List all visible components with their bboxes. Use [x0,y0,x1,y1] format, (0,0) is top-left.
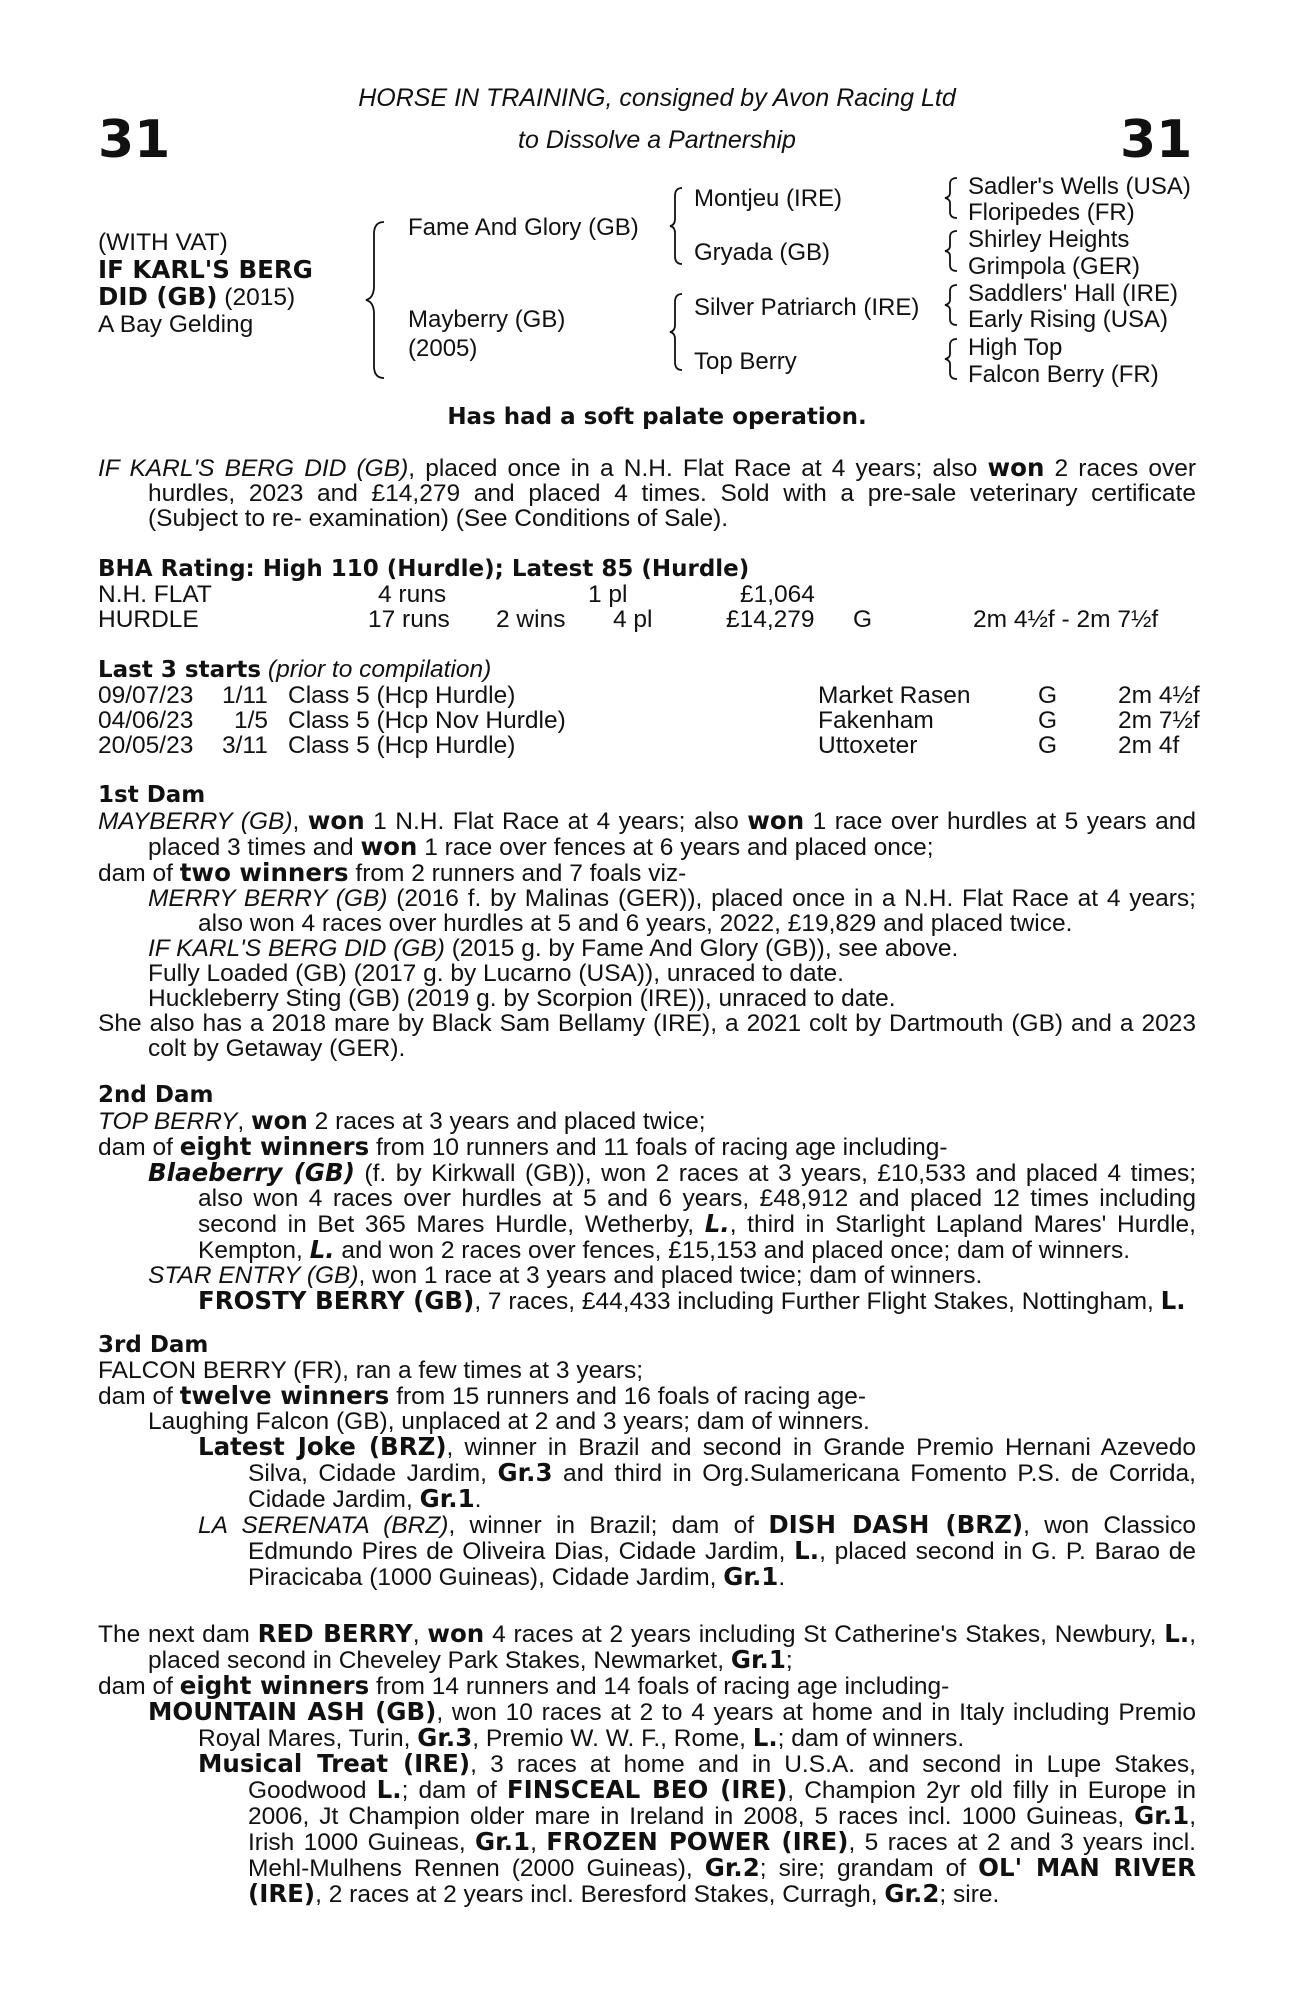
lot-number-left: 31 [98,110,171,170]
vat-note: (WITH VAT) [98,229,228,256]
rating-prize: £1,064 [740,581,815,608]
text: from 2 runners and 7 foals viz- [348,860,687,887]
pedigree-bracket-dd [945,337,961,381]
rating-wins: 2 wins [496,606,566,633]
progeny-name: FROZEN POWER (IRE) [546,1827,849,1856]
rating-runs: 4 runs [378,581,447,608]
text: dam of [98,1134,180,1161]
progeny-entry [98,1288,1196,1314]
third-dam-section [98,1333,1196,1590]
last3-title: Last 3 starts [98,657,262,683]
rating-prize: £14,279 [726,606,815,633]
progeny-entry: Huckleberry Sting (GB) (2019 g. by Scorpion (IRE)), unraced to date. [148,985,896,1012]
header-line1: HORSE IN TRAINING, consigned by Avon Racing Ltd [358,84,956,112]
text: 2 races at 3 years and placed twice; [307,1108,706,1135]
text: The next dam [98,1621,258,1648]
pedigree-sire: Fame And Glory (GB) [408,214,639,241]
start-date: 09/07/23 [98,682,194,709]
header-line2: to Dissolve a Partnership [518,126,796,154]
rating-distance: 2m 4½f - 2m 7½f [973,606,1159,633]
text: 1 race over hurdles at 5 years and placed 3 times and [148,808,1196,861]
pedigree-bracket-ds [945,283,961,327]
progeny-name: Musical Treat (IRE) [198,1749,471,1778]
group-mark: Gr.1 [723,1562,779,1591]
pedigree-dds: High Top [968,334,1063,361]
progeny-entry: Laughing Falcon (GB), unplaced at 2 and 3 years; dam of winners. [148,1408,870,1435]
group-mark: Gr.2 [704,1853,760,1882]
progeny-name: MERRY BERRY (GB) [148,885,388,912]
progeny-name: LA SERENATA (BRZ) [198,1512,449,1539]
text: , placed second in G. P. Barao de Piracicaba (1000 Guineas), Cidade Jardim, [248,1538,1196,1591]
start-going: G [1038,707,1058,734]
pedigree-sss: Sadler's Wells (USA) [968,173,1191,200]
horse-name-line2: DID (GB) [98,282,218,311]
progeny-name: FROSTY BERRY (GB) [198,1286,475,1315]
rating-placed: 4 pl [613,606,653,633]
dam-of-line [98,1383,1196,1409]
start-row [98,682,1200,709]
listed-mark: L. [794,1536,820,1565]
start-date: 20/05/23 [98,732,194,759]
rating-placed: 1 pl [588,581,628,608]
progeny-name: DISH DASH (BRZ) [768,1510,1024,1539]
pedigree-sire-sire: Montjeu (IRE) [694,185,843,212]
text: and third in Org.Sulamericana Fomento P.S. de Corrida, Cidade Jardim, [248,1460,1196,1513]
dam-paragraph: FALCON BERRY (FR), ran a few times at 3 years; [98,1357,644,1384]
text: , third in Starlight Lapland Mares' Hurdle, Kempton, [198,1211,1196,1264]
text: dam of [98,860,180,887]
text: dam of [98,1673,180,1700]
start-race: Class 5 (Hcp Hurdle) [288,682,516,709]
text: from 15 runners and 16 foals of racing age- [389,1383,867,1410]
start-course: Uttoxeter [818,732,918,759]
rating-type: HURDLE [98,606,199,633]
lot-number-right: 31 [1120,110,1193,170]
text: 1 race over fences at 6 years and placed once; [417,834,934,861]
section-heading: 3rd Dam [98,1332,209,1358]
dam-name: MAYBERRY (GB) [98,808,293,835]
start-row [98,707,1200,734]
pedigree-ssd: Floripedes (FR) [968,199,1135,226]
group-mark: Gr.1 [730,1645,786,1674]
summary-block [98,455,1196,531]
text: , 2 races at 2 years incl. Beresford Stakes, Curragh, [315,1881,885,1908]
progeny-entry: Fully Loaded (GB) (2017 g. by Lucarno (USA)), unraced to date. [148,960,844,987]
progeny-name: FINSCEAL BEO (IRE) [506,1775,788,1804]
dam-of-line [98,860,1196,886]
rating-runs: 17 runs [368,606,450,633]
text: , [412,1621,428,1648]
rating-row [98,607,1196,632]
text: , Champion 2yr old filly in Europe in 2006, Jt Champion older mare in Ireland in 2008, 5 races incl. 1000 Guineas, [248,1777,1197,1830]
progeny-name: IF KARL'S BERG DID (GB) [148,935,445,962]
text: ; sire; grandam of [759,1855,979,1882]
text: , [292,808,308,835]
text: 4 races at 2 years including St Catherine's Stakes, Newbury, [484,1621,1165,1648]
group-mark: Gr.1 [419,1484,475,1513]
text: from 14 runners and 14 foals of racing age including- [369,1673,950,1700]
progeny-entry [98,1512,1196,1590]
text: ; sire. [939,1881,1000,1908]
progeny-entry [98,1160,1196,1263]
text: , won Classico Edmundo Pires de Oliveira Dias, Cidade Jardim, [248,1512,1196,1565]
text: (f. by Kirkwall (GB)), won 2 races at 3 years, £10,533 and placed 4 times; also won 4 races over hurdles at 5 and 6 years, £48,912 and placed 12 times including second in Bet 365 Mares Hurdle, Wetherby, [198,1160,1196,1238]
listed-mark: L. [1160,1286,1186,1315]
text: , [237,1108,251,1135]
text: . [474,1486,482,1513]
rating-type: N.H. FLAT [98,581,212,608]
progeny-entry [98,1263,1196,1288]
dam-name: RED BERRY [257,1619,413,1648]
rating-section [98,557,1196,632]
pedigree-sire-dam: Gryada (GB) [694,239,831,266]
section-heading: 2nd Dam [98,1082,214,1108]
text: from 10 runners and 11 foals of racing age including- [369,1134,948,1161]
text: , 3 races at home and in U.S.A. and second in Lupe Stakes, Goodwood [248,1751,1196,1804]
pedigree-ddd: Falcon Berry (FR) [968,361,1159,388]
text: , winner in Brazil and second in Grande Premio Hernani Azevedo Silva, Cidade Jardim, [248,1434,1196,1487]
text: , 7 races, £44,433 including Further Flight Stakes, Nottingham, [474,1288,1161,1315]
winners-count: twelve winners [179,1381,390,1410]
text: ; dam of [401,1777,507,1804]
group-mark: Gr.2 [884,1879,940,1908]
start-course: Fakenham [818,707,934,734]
text: , winner in Brazil; dam of [448,1512,769,1539]
pedigree-dam: Mayberry (GB) [408,306,566,333]
horse-identity [98,229,313,338]
listed-mark: L. [704,1209,730,1238]
horse-year: (2015) [217,284,296,311]
dam-name: TOP BERRY [98,1108,238,1135]
text: , Premio W. W. F., Rome, [472,1725,753,1752]
progeny-name: STAR ENTRY (GB) [148,1262,359,1289]
dam-paragraph [98,1621,1196,1673]
start-course: Market Rasen [818,682,971,709]
section-heading: 1st Dam [98,782,206,808]
listed-mark: L. [1164,1619,1190,1648]
start-distance: 2m 4f [1118,732,1180,759]
pedigree-dss: Saddlers' Hall (IRE) [968,280,1178,307]
last3-subtitle: (prior to compilation) [261,656,492,683]
start-position: 3/11 [222,732,268,759]
second-dam-section [98,1083,1196,1314]
pedigree-dam-year: (2005) [408,335,478,362]
text: dam of [98,1383,180,1410]
dam-paragraph [98,1108,1196,1134]
horse-description: A Bay Gelding [98,311,254,338]
start-race: Class 5 (Hcp Hurdle) [288,732,516,759]
also-has-note: She also has a 2018 mare by Black Sam Bellamy (IRE), a 2021 colt by Dartmouth (GB) and a 2023 colt by Getaway (GER). [98,1010,1196,1062]
won-label: won [987,453,1045,482]
text: . [778,1564,786,1591]
pedigree-bracket-sd [945,229,961,273]
dam-of-line [98,1134,1196,1160]
progeny-name: Latest Joke (BRZ) [198,1432,447,1461]
start-going: G [1038,732,1058,759]
progeny-entry [98,1751,1196,1907]
won-label: won [427,1619,485,1648]
text: , won 1 race at 3 years and placed twice; dam of winners. [358,1262,983,1289]
won-label: won [307,806,365,835]
progeny-entry [98,1699,1196,1751]
start-row [98,733,1196,758]
summary-text: , placed once in a N.H. Flat Race at 4 years; also [408,455,988,482]
won-label: won [747,806,805,835]
pedigree-bracket-dam [670,292,690,372]
pedigree-sdd: Grimpola (GER) [968,253,1141,280]
winners-count: two winners [179,858,349,887]
progeny-entry [98,936,1196,961]
pedigree-bracket-sire [670,186,690,266]
start-race: Class 5 (Hcp Nov Hurdle) [288,707,566,734]
listed-mark: L. [309,1235,335,1264]
summary-paragraph [98,455,1196,531]
group-mark: Gr.1 [1134,1801,1190,1830]
pedigree-sds: Shirley Heights [968,226,1130,253]
text: , 5 races at 2 and 3 years incl. Mehl-Mulhens Rennen (2000 Guineas), [248,1829,1196,1882]
start-going: G [1038,682,1058,709]
group-mark: Gr.3 [497,1458,553,1487]
text: and won 2 races over fences, £15,153 and placed once; dam of winners. [334,1237,1130,1264]
won-label: won [250,1106,308,1135]
next-dam-section [98,1621,1196,1907]
dam-of-line [98,1673,1196,1699]
rating-row [98,582,1196,607]
pedigree-bracket-gen1 [370,220,390,380]
text: (2016 f. by Malinas (GER)), placed once in a N.H. Flat Race at 4 years; also won 4 races over hurdles at 5 and 6 years, 2022, £19,829 and placed twice. [198,885,1196,937]
rating-going: G [853,606,873,633]
rating-title: BHA Rating: High 110 (Hurdle); Latest 85 (Hurdle) [98,556,750,582]
listed-mark: L. [376,1775,402,1804]
horse-name-line1: IF KARL'S BERG [98,255,313,284]
progeny-entry [98,886,1196,936]
progeny-name: OL' MAN RIVER (IRE) [248,1853,1197,1908]
summary-horse-name: IF KARL'S BERG DID (GB) [98,455,409,482]
first-dam-section [98,783,1196,1061]
start-date: 04/06/23 [98,707,194,734]
progeny-name: MOUNTAIN ASH (GB) [148,1697,437,1726]
text: ; [785,1647,793,1674]
summary-text: 2 races over hurdles, 2023 and £14,279 and placed 4 times. Sold with a pre-sale veterinary certificate (Subject to re- examination) (See Conditions of Sale). [148,455,1197,532]
text: 1 N.H. Flat Race at 4 years; also [364,808,748,835]
text: (2015 g. by Fame And Glory (GB)), see above. [444,935,959,962]
start-position: 1/11 [222,682,268,709]
start-position: 1/5 [234,707,269,734]
text: , placed second in Cheveley Park Stakes, Newmarket, [148,1621,1196,1674]
dam-paragraph [98,808,1196,860]
winners-count: eight winners [179,1671,370,1700]
surgery-note: Has had a soft palate operation. [447,404,867,430]
start-distance: 2m 4½f [1118,682,1200,709]
progeny-entry [98,1434,1196,1512]
text: , Irish 1000 Guineas, [248,1803,1196,1856]
group-mark: Gr.1 [475,1827,531,1856]
pedigree-dam-dam: Top Berry [694,348,797,375]
text: , [530,1829,547,1856]
listed-mark: L. [752,1723,778,1752]
progeny-name: Blaeberry (GB) [148,1158,355,1187]
group-mark: Gr.3 [417,1723,473,1752]
text: , won 10 races at 2 to 4 years at home and in Italy including Premio Royal Mares, Turin, [198,1699,1196,1752]
pedigree-bracket-ss [945,176,961,220]
winners-count: eight winners [179,1132,370,1161]
text: ; dam of winners. [777,1725,965,1752]
last3-section [98,656,1200,759]
start-distance: 2m 7½f [1118,707,1200,734]
pedigree-dam-sire: Silver Patriarch (IRE) [694,294,920,321]
pedigree-dsd: Early Rising (USA) [968,306,1169,333]
won-label: won [360,832,418,861]
